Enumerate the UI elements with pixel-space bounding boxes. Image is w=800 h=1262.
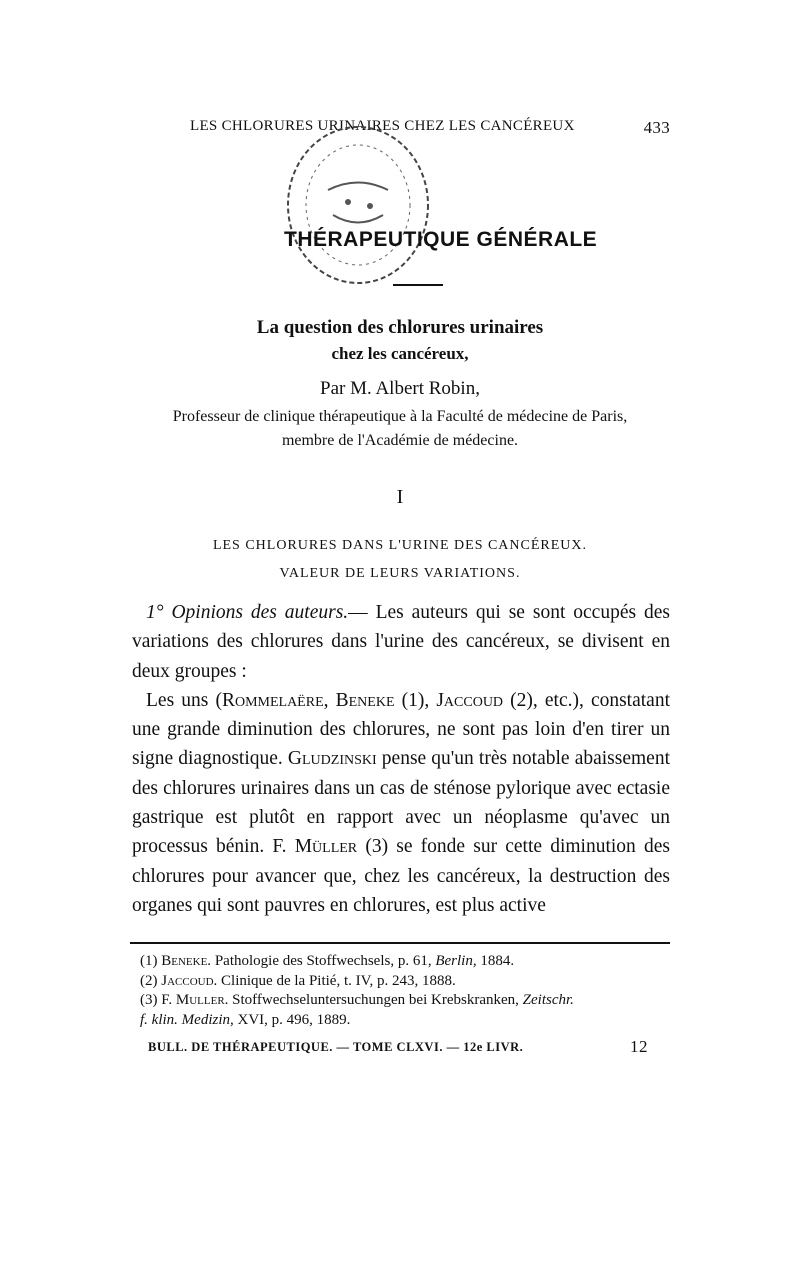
author-affiliation-line2: membre de l'Académie de médecine.	[281, 432, 519, 449]
text-run: Les uns (	[146, 689, 222, 711]
text-run: ,	[323, 689, 336, 711]
footnote	[140, 972, 670, 992]
author-name: Beneke	[335, 689, 395, 711]
paragraph-1	[132, 598, 670, 686]
footnote-italic: f. klin. Medizin,	[140, 1011, 234, 1028]
footnote-author: Beneke.	[161, 953, 212, 969]
footnote-author: Jaccoud.	[161, 972, 218, 989]
footnote-italic: Zeitschr.	[522, 992, 574, 1008]
signature-line	[148, 1037, 648, 1056]
chapter-numeral: I	[396, 486, 404, 508]
footnote-rule	[130, 942, 670, 944]
author-name: Jaccoud	[436, 689, 504, 711]
footnote-author: Muller.	[175, 992, 229, 1008]
footnote-number: (2)	[140, 972, 162, 989]
chapter-heading-line2: VALEUR DE LEURS VARIATIONS.	[279, 566, 521, 581]
footnote-tail: 1884.	[476, 953, 515, 969]
article-title-line1: La question des chlorures urinaires	[256, 317, 544, 338]
author-name: Müller	[294, 836, 358, 858]
footnote-text: Clinique de la Pitié, t. IV, p. 243, 1888.	[217, 972, 456, 989]
footnote-text: Pathologie des Stoffwechsels, p. 61,	[211, 953, 436, 969]
article-title-line2: chez les cancéreux,	[331, 344, 469, 363]
text-run: pense qu'un très notable abaissement des chlorures urinaires dans un cas de sténose pylorique avec ectasie gastrique est plutôt en rapport avec un néoplasme qu'avec un processus bénin. F.	[132, 748, 670, 858]
footnote-tail: XVI, p. 496, 1889.	[233, 1011, 351, 1028]
sheet-number: 12	[630, 1037, 648, 1056]
author-name: Rommelaëre	[221, 689, 324, 711]
chapter-heading-line1: LES CHLORURES DANS L'URINE DES CANCÉREUX.	[212, 538, 588, 553]
section-rule	[393, 284, 443, 286]
footnote-number: (1)	[140, 953, 162, 969]
footnote-italic: Berlin,	[435, 953, 477, 969]
footnote-text: Stoffwechseluntersuchungen bei Krebskranken,	[228, 992, 523, 1008]
text-run: (3) se fonde sur cette diminution des chlorures pour avancer que, chez les cancéreux, la destruction des organes qui sont pauvres en chlorures, est plus active	[132, 836, 670, 916]
text-run: (2), etc.), constatant une grande diminution des chlorures, ne sont pas loin d'en tirer un signe diagnostique.	[132, 689, 670, 770]
library-stamp	[278, 120, 438, 290]
footnote	[140, 991, 670, 1011]
running-title: LES CHLORURES URINAIRES CHEZ LES CANCÉREUX	[190, 118, 575, 134]
paragraph-label: 1° Opinions des auteurs.	[146, 602, 349, 623]
article-author: Par M. Albert Robin,	[320, 378, 480, 399]
paragraph-2	[132, 686, 670, 920]
author-name: Gludzinski	[287, 748, 377, 770]
page-number: 433	[643, 118, 670, 137]
section-title: THÉRAPEUTIQUE GÉNÉRALE	[284, 228, 598, 251]
footnote-continuation	[140, 1011, 670, 1031]
text-run: (1),	[394, 689, 437, 711]
signature-text: BULL. DE THÉRAPEUTIQUE. — TOME CLXVI. — 12e LIVR.	[148, 1040, 524, 1054]
footnote	[140, 952, 670, 972]
footnote-number: (3) F.	[140, 992, 176, 1008]
footnotes	[140, 952, 670, 1030]
body-text	[132, 598, 670, 920]
author-affiliation-line1: Professeur de clinique thérapeutique à la Faculté de médecine de Paris,	[172, 408, 628, 425]
paragraph-text: — Les auteurs qui se sont occupés des variations des chlorures dans l'urine des cancéreux, se divisent en deux groupes :	[132, 602, 670, 682]
